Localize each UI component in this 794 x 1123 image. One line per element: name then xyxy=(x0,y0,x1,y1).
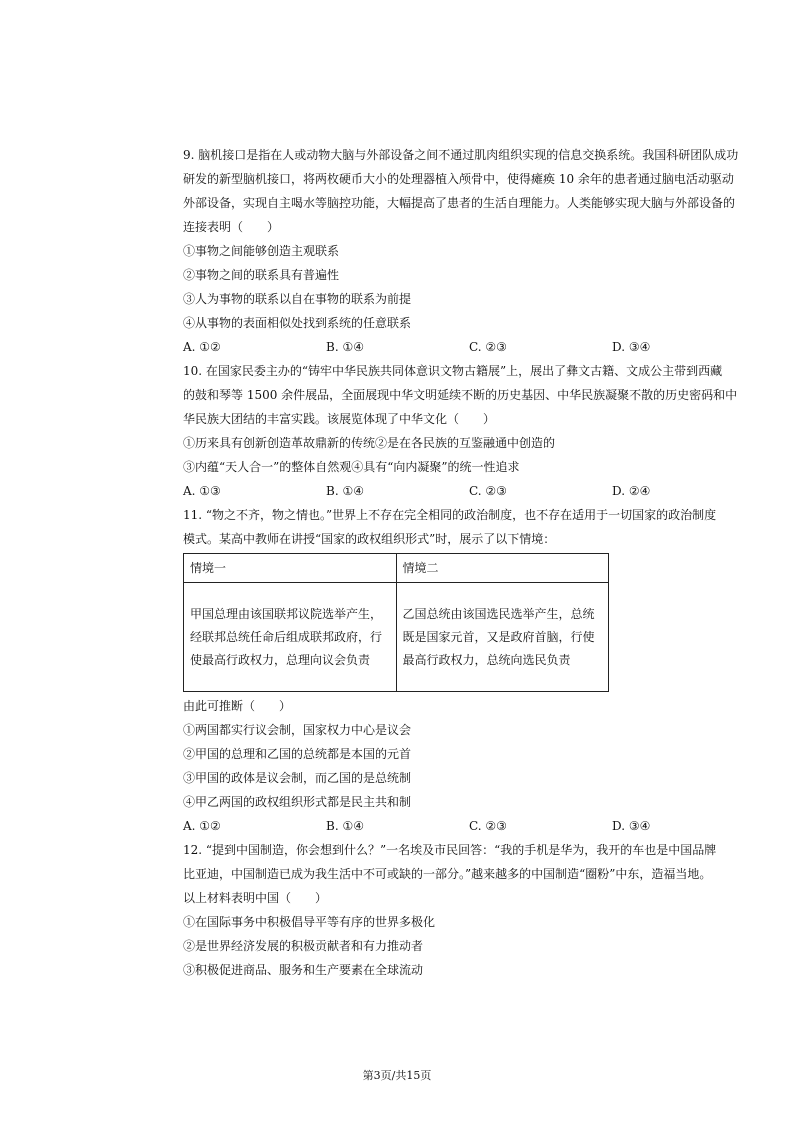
statement-item: ①事物之间能够创造主观联系 xyxy=(183,244,340,258)
statement-item: ③甲国的政体是议会制，而乙国的是总统制 xyxy=(183,771,412,785)
option-d: D. ③④ xyxy=(612,819,651,833)
option-a: A. ①② xyxy=(183,340,221,354)
option-a: A. ①③ xyxy=(183,484,221,498)
page-number: 第3页/共15页 xyxy=(362,1069,432,1082)
situation-one-header: 情境一 xyxy=(184,554,397,583)
question-11 xyxy=(183,503,753,838)
statement-item: ②事物之间的联系具有普遍性 xyxy=(183,268,340,282)
question-prompt: 由此可推断（ ） xyxy=(183,699,292,713)
statement-item: ③积极促进商品、服务和生产要素在全球流动 xyxy=(183,963,424,977)
question-stem-line: 的鼓和琴等 1500 余件展品，全面展现中华文明延续不断的历史基因、中华民族凝聚不散的历史密码和中 xyxy=(183,388,738,402)
option-c: C. ②③ xyxy=(469,819,507,833)
statement-item: ①两国都实行议会制，国家权力中心是议会 xyxy=(183,723,412,737)
option-a: A. ①② xyxy=(183,819,221,833)
statement-item: ④从事物的表面相似处找到系统的任意联系 xyxy=(183,316,412,330)
statement-item: ①在国际事务中积极倡导平等有序的世界多极化 xyxy=(183,915,436,929)
option-b: B. ①④ xyxy=(326,340,364,354)
question-stem-line: 外部设备，实现自主喝水等脑控功能，大幅提高了患者的生活自理能力。人类能够实现大脑与外部设备的 xyxy=(183,196,736,210)
situation-two-header: 情境二 xyxy=(396,554,609,583)
option-d: D. ③④ xyxy=(612,340,651,354)
situation-table xyxy=(183,553,609,692)
question-stem-line: 华民族大团结的丰富实践。该展览体现了中华文化（ ） xyxy=(183,412,496,426)
statement-item: ②是世界经济发展的积极贡献者和有力推动者 xyxy=(183,939,424,953)
question-9 xyxy=(183,143,753,359)
question-stem-line: 比亚迪，中国制造已成为我生活中不可或缺的一部分。”越来越多的中国制造“圈粉”中东，造福当地。 xyxy=(183,867,712,881)
answer-options xyxy=(183,335,753,359)
question-10 xyxy=(183,359,753,503)
statement-item: ②甲国的总理和乙国的总统都是本国的元首 xyxy=(183,747,412,761)
question-12 xyxy=(183,838,753,982)
question-stem-line: 研发的新型脑机接口，将两枚硬币大小的处理器植入颅骨中，使得瘫痪 10 余年的患者通过脑电活动驱动 xyxy=(183,172,734,186)
option-d: D. ②④ xyxy=(612,484,651,498)
statement-item: ④甲乙两国的政权组织形式都是民主共和制 xyxy=(183,795,412,809)
question-stem-line: 以上材料表明中国（ ） xyxy=(183,891,328,905)
statement-item: ①历来具有创新创造革故鼎新的传统②是在各民族的互鉴融通中创造的 xyxy=(183,436,556,450)
statement-item: ③人为事物的联系以自在事物的联系为前提 xyxy=(183,292,412,306)
answer-options xyxy=(183,479,753,503)
option-c: C. ②③ xyxy=(469,340,507,354)
question-stem-line: 11. “物之不齐，物之情也。”世界上不存在完全相同的政治制度，也不存在适用于一切国家的政治制度 xyxy=(183,508,717,522)
answer-options xyxy=(183,814,753,838)
question-stem-line: 12. “提到中国制造，你会想到什么？”一名埃及市民回答：“我的手机是华为，我开的车也是中国品牌 xyxy=(183,843,717,857)
question-stem-line: 连接表明（ ） xyxy=(183,220,280,234)
statement-item: ③内蕴“天人合一”的整体自然观④具有“向内凝聚”的统一性追求 xyxy=(183,460,520,474)
situation-one-text: 甲国总理由该国联邦议院选举产生，经联邦总统任命后组成联邦政府，行使最高行政权力，总理向议会负责 xyxy=(184,583,397,692)
page-content xyxy=(183,143,753,982)
question-stem-line: 模式。某高中教师在讲授“国家的政权组织形式”时，展示了以下情境： xyxy=(183,532,556,546)
option-c: C. ②③ xyxy=(469,484,507,498)
situation-two-text: 乙国总统由该国选民选举产生，总统既是国家元首，又是政府首脑，行使最高行政权力，总统向选民负责 xyxy=(396,583,609,692)
option-b: B. ①④ xyxy=(326,819,364,833)
question-stem-line: 10. 在国家民委主办的“铸牢中华民族共同体意识文物古籍展”上，展出了彝文古籍、文成公主带到西藏 xyxy=(183,364,723,378)
question-stem-line: 9. 脑机接口是指在人或动物大脑与外部设备之间不通过肌肉组织实现的信息交换系统。我国科研团队成功 xyxy=(183,148,739,162)
option-b: B. ①④ xyxy=(326,484,364,498)
